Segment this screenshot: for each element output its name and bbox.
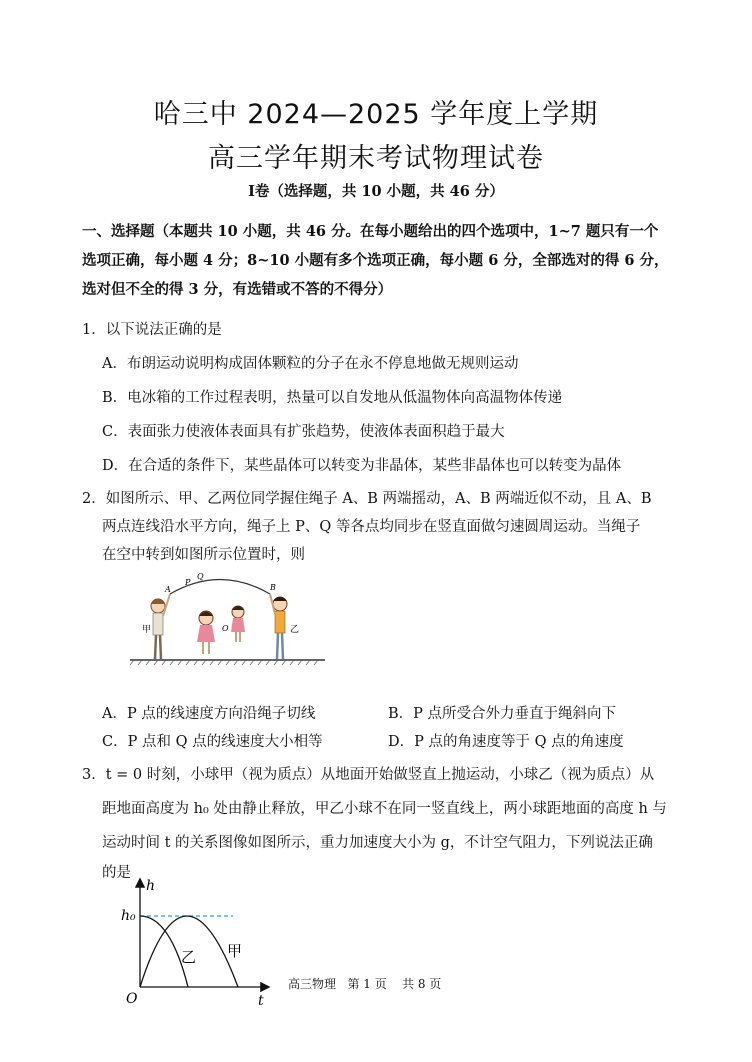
q2-option-d: D．P 点的角速度等于 Q 点的角速度 bbox=[388, 734, 624, 750]
label-curve-yi: 乙 bbox=[181, 948, 197, 966]
q2-option-a: A．P 点的线速度方向沿绳子切线 bbox=[102, 706, 316, 722]
label-yi: 乙 bbox=[290, 625, 300, 635]
label-h: h bbox=[146, 878, 156, 894]
label-h0: h₀ bbox=[121, 908, 136, 924]
q3-stem-line: 距地面高度为 h₀ 处由静止释放，甲乙小球不在同一竖直线上，两小球距地面的高度 h 与 bbox=[102, 801, 667, 817]
label-O: O bbox=[222, 624, 229, 633]
q2-option-b: B．P 点所受合外力垂直于绳斜向下 bbox=[388, 706, 617, 722]
q2-stem-line: 在空中转到如图所示位置时，则 bbox=[102, 547, 305, 563]
q1-option-c: C．表面张力使液体表面具有扩张趋势，使液体表面积趋于最大 bbox=[102, 424, 505, 440]
q2-rope-figure bbox=[130, 570, 330, 670]
q2-option-c: C．P 点和 Q 点的线速度大小相等 bbox=[102, 734, 323, 750]
section1-line: 一、选择题（本题共 10 小题，共 46 分。在每小题给出的四个选项中，1~7 题只有一个 bbox=[82, 223, 659, 240]
q3-stem-line: 的是 bbox=[102, 865, 131, 881]
q1-option-d: D．在合适的条件下，某些晶体可以转变为非晶体，某些非晶体也可以转变为晶体 bbox=[102, 458, 622, 474]
child-2 bbox=[231, 606, 245, 642]
paper-title-line1: 哈三中 2024—2025 学年度上学期 bbox=[153, 99, 599, 130]
label-jia: 甲 bbox=[142, 625, 152, 635]
q2-stem-line: 2．如图所示、甲、乙两位同学握住绳子 A、B 两端摇动，A、B 两端近似不动，且 A、B bbox=[82, 491, 652, 507]
section1-instructions bbox=[82, 217, 682, 304]
label-origin: O bbox=[126, 991, 138, 1007]
section1-line: 选对但不全的得 3 分，有选错或不答的不得分） bbox=[82, 281, 393, 298]
person-yi bbox=[270, 594, 287, 659]
paper-title-line2: 高三学年期末考试物理试卷 bbox=[208, 143, 544, 174]
footer-subject: 高三物理 bbox=[288, 977, 337, 991]
q3-ht-graph bbox=[118, 872, 278, 1007]
section1-line: 选项正确，每小题 4 分；8~10 小题有多个选项正确，每小题 6 分，全部选对的得 6 分， bbox=[82, 252, 669, 269]
q3-stem-line: 运动时间 t 的关系图像如图所示，重力加速度大小为 g，不计空气阻力，下列说法正确 bbox=[102, 835, 653, 851]
label-t: t bbox=[258, 993, 264, 1007]
footer-page: 第 1 页 bbox=[347, 977, 387, 991]
label-P: P bbox=[185, 578, 191, 587]
paper-subtitle: Ⅰ卷（选择题，共 10 小题，共 46 分） bbox=[248, 183, 504, 200]
q3-stem-line: 3．t = 0 时刻，小球甲（视为质点）从地面开始做竖直上抛运动，小球乙（视为质点）从 bbox=[82, 767, 655, 783]
child-1 bbox=[197, 611, 215, 654]
label-A: A bbox=[165, 585, 171, 594]
label-B: B bbox=[270, 583, 276, 592]
q1-stem: 1．以下说法正确的是 bbox=[82, 322, 222, 338]
footer-total: 共 8 页 bbox=[402, 977, 442, 991]
label-curve-jia: 甲 bbox=[227, 942, 243, 960]
q1-option-a: A．布朗运动说明构成固体颗粒的分子在永不停息地做无规则运动 bbox=[102, 356, 519, 372]
q2-stem-line: 两点连线沿水平方向，绳子上 P、Q 等各点均同步在竖直面做匀速圆周运动。当绳子 bbox=[102, 519, 641, 535]
person-jia bbox=[151, 594, 170, 659]
q1-option-b: B．电冰箱的工作过程表明，热量可以自发地从低温物体向高温物体传递 bbox=[102, 390, 563, 406]
label-Q: Q bbox=[197, 572, 204, 581]
